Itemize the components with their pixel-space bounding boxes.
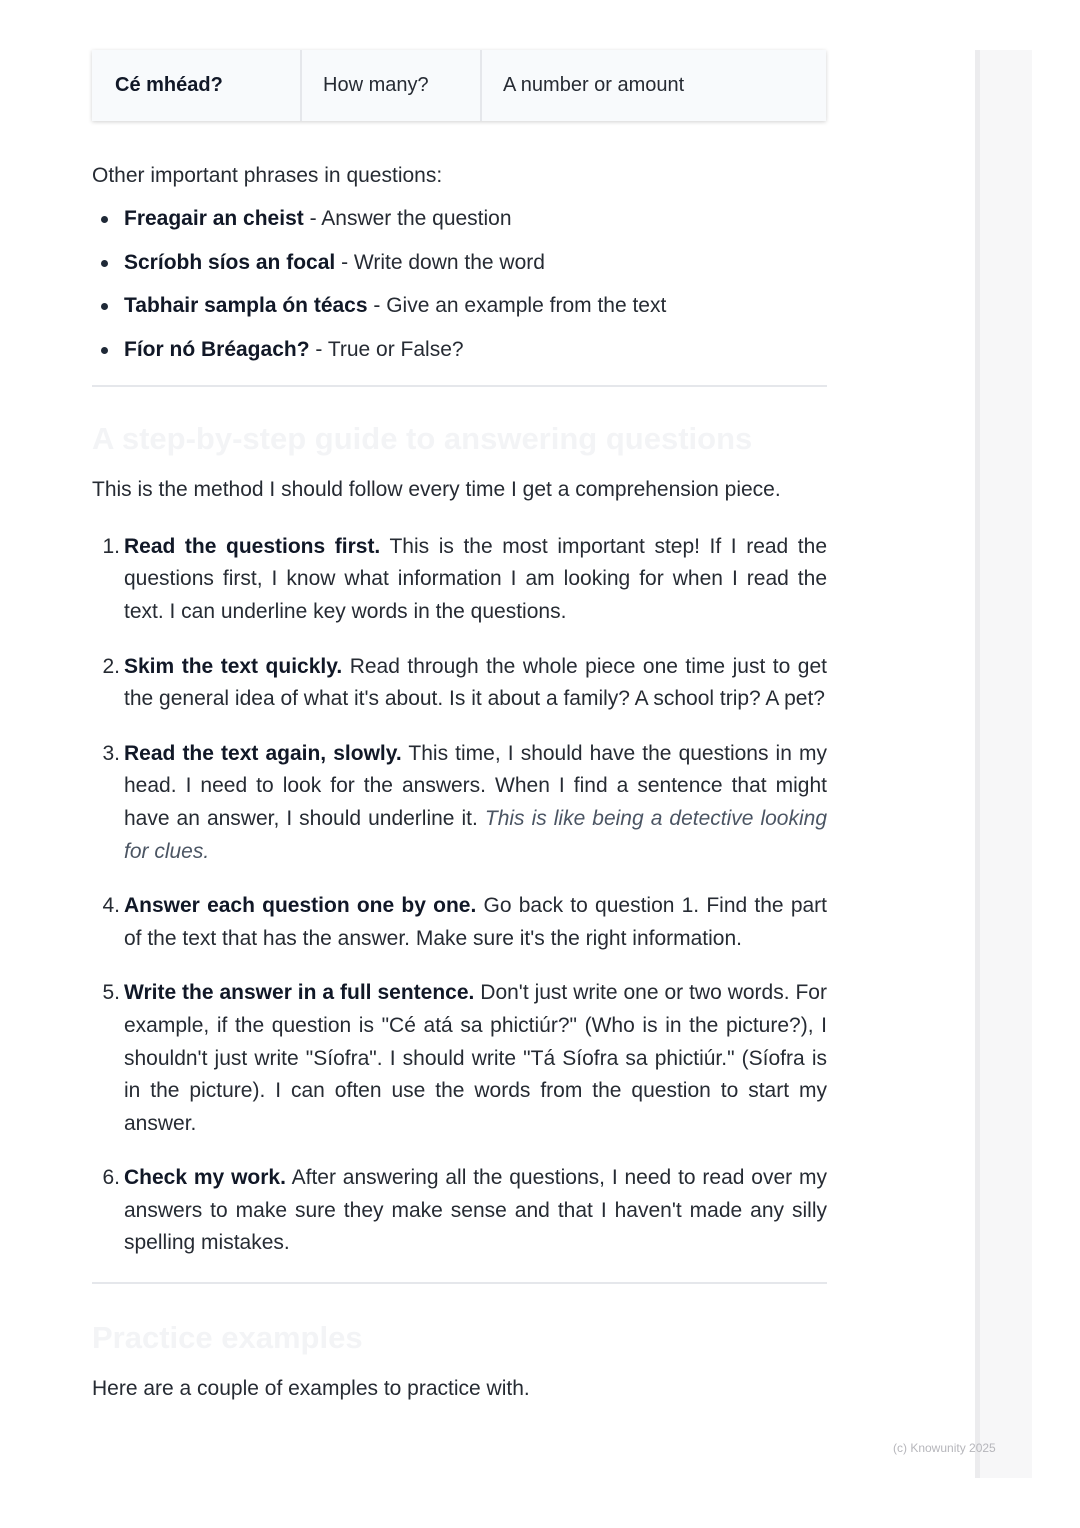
phrase-english: - Give an example from the text: [367, 294, 667, 318]
step-text: After answering all the questions, I need to read over my answers to make sure they make sense and that I haven't made any silly spelling mistakes.: [124, 1166, 827, 1255]
step-italic-note: This is like being a detective looking for clues.: [124, 806, 828, 863]
step-item: [92, 1162, 827, 1260]
step-title: Check my work.: [124, 1166, 286, 1190]
step-text: Don't just write one or two words. For example, if the question is "Cé atá sa phictiúr?" (Who is in the picture?), I shouldn't just write "Síofra". I should write "Tá Síofra sa phictiúr." (Síofra is in the picture). I can often use the words from the question to start my answer.: [124, 981, 827, 1135]
copyright-watermark: (c) Knowunity 2025: [893, 1441, 996, 1455]
table-cell-meaning: A number or amount: [503, 74, 685, 96]
step-title: Read the text again, slowly.: [124, 741, 402, 765]
phrase-irish: Tabhair sampla ón téacs: [124, 294, 368, 318]
step-number: 3.: [102, 741, 120, 765]
step-title: Skim the text quickly.: [124, 654, 343, 678]
list-item: [92, 291, 827, 321]
step-item: [92, 890, 827, 955]
step-item: [92, 738, 827, 868]
right-sidebar-panel: [975, 50, 1032, 1478]
guide-heading: A step-by-step guide to answering questions: [92, 420, 753, 456]
practice-heading: Practice examples: [92, 1320, 363, 1356]
phrases-intro: Other important phrases in questions:: [92, 164, 443, 187]
practice-intro: Here are a couple of examples to practice with.: [92, 1377, 530, 1401]
list-item: [92, 248, 827, 278]
document-content: [92, 50, 827, 1404]
step-number: 1.: [102, 534, 120, 558]
step-title: Write the answer in a full sentence.: [124, 981, 475, 1005]
phrase-irish: Fíor nó Bréagach?: [124, 337, 310, 361]
phrase-irish: Freagair an cheist: [124, 207, 304, 230]
phrase-english: - True or False?: [309, 337, 464, 361]
phrase-english: - Answer the question: [303, 207, 512, 230]
step-text: This time, I should have the questions in my head. I need to look for the answers. When I find a sentence that might have an answer, I should underline it.: [124, 741, 827, 830]
step-item: [92, 977, 827, 1140]
phrase-english: - Write down the word: [335, 250, 545, 274]
step-number: 5.: [102, 981, 120, 1005]
table-cell-english: How many?: [302, 50, 482, 121]
table-cell-irish: Cé mhéad?: [92, 50, 302, 121]
step-number: 2.: [102, 654, 120, 678]
phrase-irish: Scríobh síos an focal: [124, 250, 336, 274]
step-number: 4.: [102, 894, 120, 918]
step-text: This is the most important step! If I read the questions first, I know what information I am looking for when I read the text. I can underline key words in the questions.: [124, 534, 828, 623]
step-number: 6.: [102, 1166, 120, 1190]
guide-steps-list: [92, 531, 827, 1260]
step-text: Go back to question 1. Find the part of the text that has the answer. Make sure it's the right information.: [124, 894, 828, 950]
list-item: [92, 335, 827, 365]
phrases-list: [92, 204, 827, 365]
list-item: [92, 204, 827, 234]
question-words-table-row: [92, 50, 826, 121]
step-item: [92, 651, 827, 716]
section-divider: [92, 385, 827, 387]
step-title: Read the questions first.: [124, 534, 381, 558]
step-text: Read through the whole piece one time just to get the general idea of what it's about. Is it about a family? A school trip? A pet?: [124, 654, 827, 711]
step-title: Answer each question one by one.: [124, 894, 477, 918]
step-item: [92, 531, 827, 629]
guide-intro: This is the method I should follow every time I get a comprehension piece.: [92, 477, 781, 501]
section-divider: [92, 1282, 827, 1284]
